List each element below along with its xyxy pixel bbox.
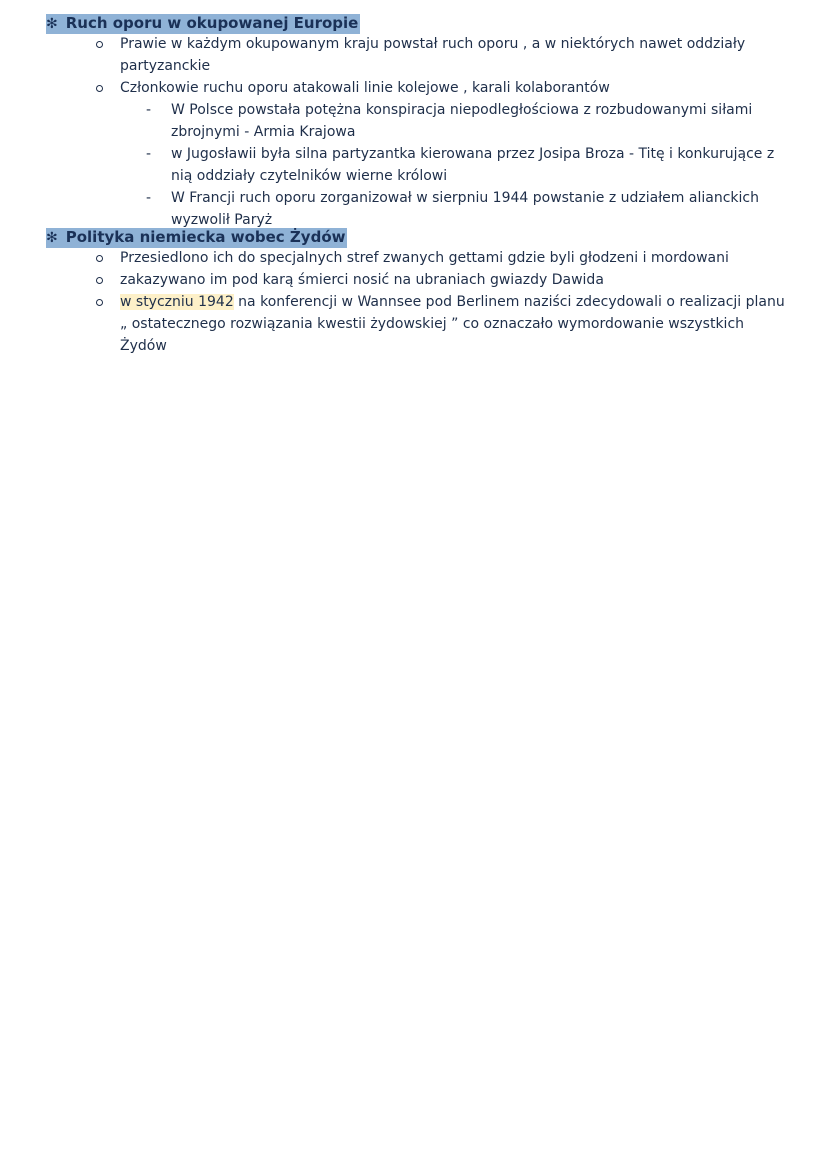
- sub-item-line: W Polsce powstała potężna konspiracja niepodległościowa z rozbudowanymi siłami: [171, 102, 753, 118]
- list-item-line: Prawie w każdym okupowanym kraju powstał ruch oporu , a w niektórych nawet oddziały: [120, 36, 746, 52]
- list-item-line: Żydów: [120, 338, 167, 354]
- list-item-line: Członkowie ruchu oporu atakowali linie kolejowe , karali kolaborantów: [120, 80, 610, 96]
- list-item-text: na konferencji w Wannsee pod Berlinem naziści zdecydowali o realizacji planu: [233, 294, 785, 310]
- sub-item-line: W Francji ruch oporu zorganizował w sierpniu 1944 powstanie z udziałem alianckich: [171, 190, 759, 206]
- section-heading-jews-policy: [46, 228, 347, 248]
- section-title: Polityka niemiecka wobec Żydów: [65, 228, 346, 246]
- section-title: Ruch oporu w okupowanej Europie: [65, 14, 359, 32]
- sub-item-line: w Jugosławii była silna partyzantka kierowana przez Josipa Broza - Titę i konkurujące z: [171, 146, 775, 162]
- section-heading-resistance: [46, 14, 360, 34]
- circle-bullet-icon: [96, 255, 103, 262]
- sub-item-line: nią oddziały czytelników wierne królowi: [171, 168, 448, 184]
- sub-item-line: zbrojnymi - Armia Krajowa: [171, 124, 356, 140]
- list-item-line: zakazywano im pod karą śmierci nosić na ubraniach gwiazdy Dawida: [120, 272, 604, 288]
- list-item-line: [120, 291, 785, 313]
- dash-bullet-icon: -: [146, 102, 152, 118]
- circle-bullet-icon: [96, 41, 103, 48]
- circle-bullet-icon: [96, 277, 103, 284]
- list-item-line: Przesiedlono ich do specjalnych stref zwanych gettami gdzie byli głodzeni i mordowani: [120, 250, 729, 266]
- dash-bullet-icon: -: [146, 146, 152, 162]
- sub-item-line: wyzwolił Paryż: [171, 212, 273, 228]
- circle-bullet-icon: [96, 85, 103, 92]
- highlighted-date: w styczniu 1942: [120, 294, 234, 310]
- list-item-line: partyzanckie: [120, 58, 211, 74]
- dash-bullet-icon: -: [146, 190, 152, 206]
- asterisk-icon: ✻: [46, 230, 58, 246]
- circle-bullet-icon: [96, 299, 103, 306]
- asterisk-icon: ✻: [46, 16, 58, 32]
- list-item-line: „ ostatecznego rozwiązania kwestii żydowskiej ” co oznaczało wymordowanie wszystkich: [120, 316, 745, 332]
